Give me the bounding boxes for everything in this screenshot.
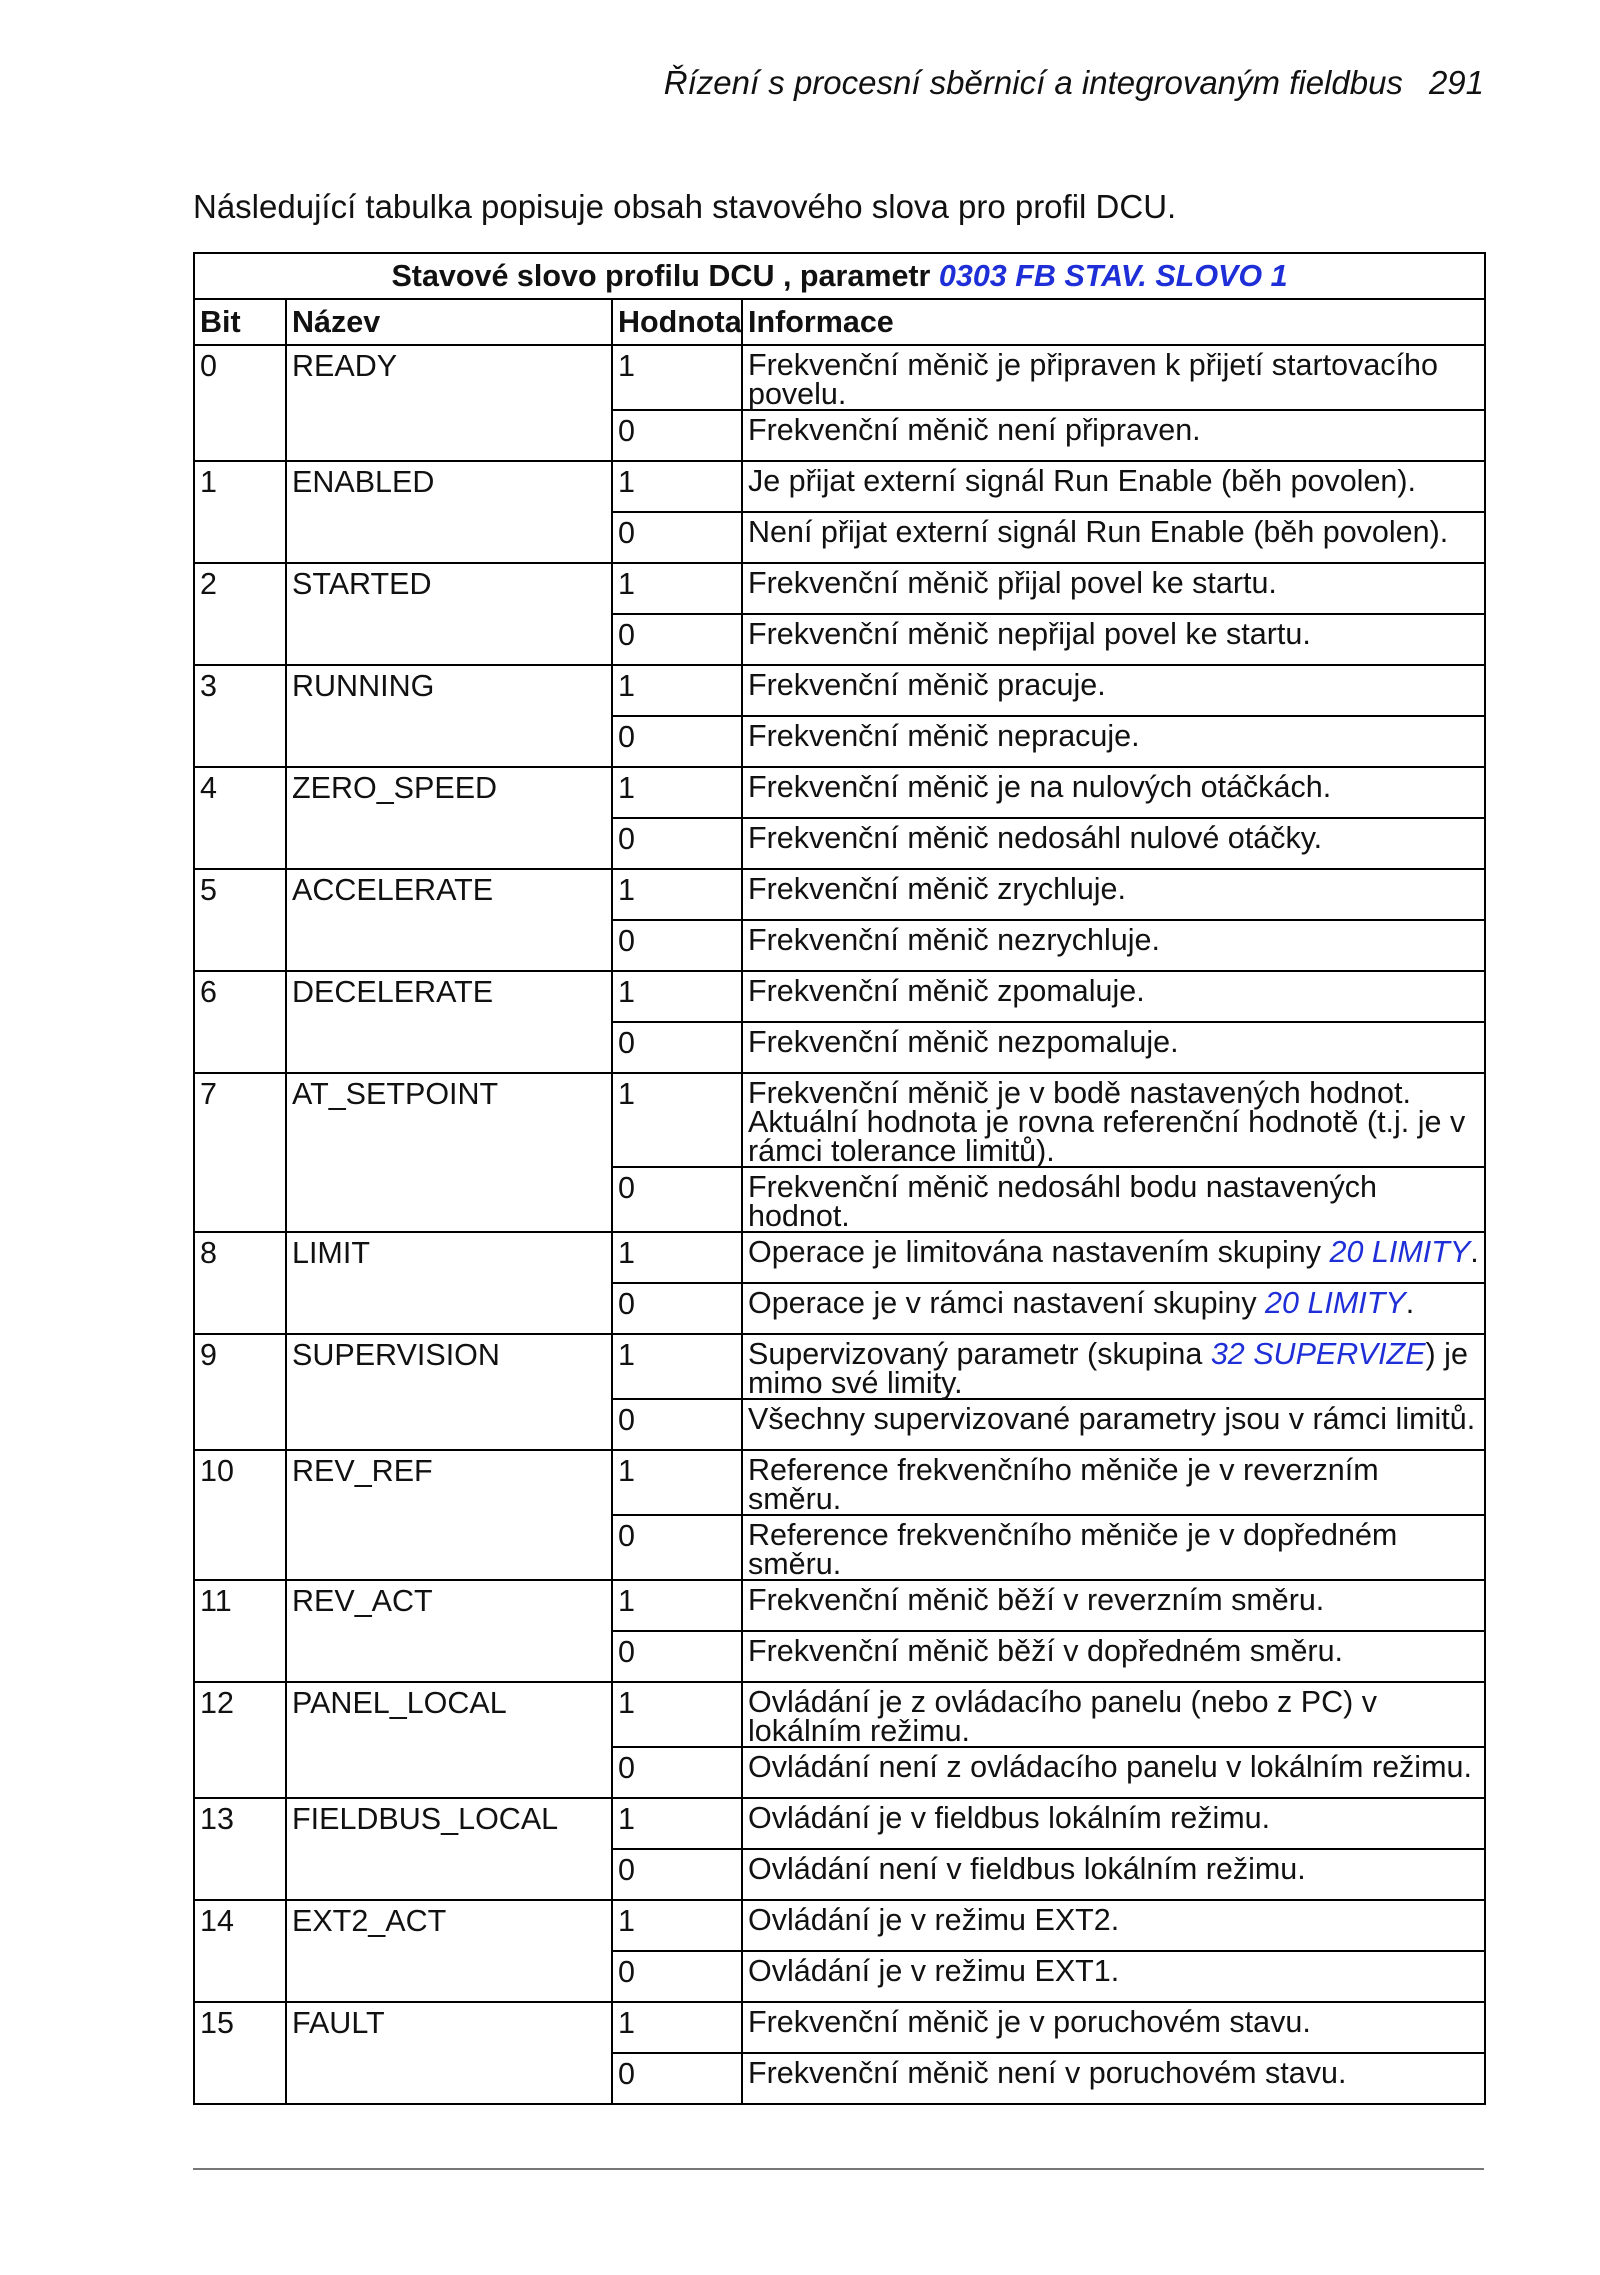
name-cell: DECELERATE xyxy=(286,971,612,1073)
info-text: Reference frekvenčního měniče je v dopředném směru. xyxy=(748,1518,1398,1581)
table-row xyxy=(194,461,1485,512)
page-header xyxy=(664,64,1484,102)
bit-cell: 0 xyxy=(194,345,286,461)
table-row xyxy=(194,2002,1485,2053)
info-text-suffix: . xyxy=(1470,1235,1479,1269)
info-text-suffix: . xyxy=(1405,1286,1415,1320)
info-cell xyxy=(742,716,1485,767)
bit-cell: 2 xyxy=(194,563,286,665)
name-cell: FIELDBUS_LOCAL xyxy=(286,1798,612,1900)
info-text: Frekvenční měnič je na nulových otáčkách. xyxy=(748,770,1332,804)
table-row xyxy=(194,1900,1485,1951)
footer-rule xyxy=(193,2168,1484,2170)
name-cell: READY xyxy=(286,345,612,461)
table-title-text: Stavové slovo profilu DCU , parametr xyxy=(391,259,931,293)
value-cell: 0 xyxy=(612,2053,742,2104)
info-cell xyxy=(742,1951,1485,2002)
info-cell xyxy=(742,1399,1485,1450)
info-cell xyxy=(742,410,1485,461)
info-text: Frekvenční měnič přijal povel ke startu. xyxy=(748,566,1277,600)
info-text: Je přijat externí signál Run Enable (běh povolen). xyxy=(748,464,1417,498)
info-cell xyxy=(742,1798,1485,1849)
value-cell: 0 xyxy=(612,1631,742,1682)
info-cell xyxy=(742,665,1485,716)
parameter-group-link[interactable]: 20 LIMITY xyxy=(1329,1235,1471,1269)
info-text: Ovládání je z ovládacího panelu (nebo z PC) v lokálním režimu. xyxy=(748,1685,1378,1748)
name-cell: FAULT xyxy=(286,2002,612,2104)
value-cell: 0 xyxy=(612,614,742,665)
table-row xyxy=(194,869,1485,920)
info-text: Reference frekvenčního měniče je v reverzním směru. xyxy=(748,1453,1379,1516)
info-cell xyxy=(742,1450,1485,1515)
info-text: Frekvenční měnič je připraven k přijetí startovacího povelu. xyxy=(748,348,1438,411)
table-body xyxy=(194,345,1485,2104)
column-header-info: Informace xyxy=(742,299,1485,345)
info-text: Frekvenční měnič běží v dopředném směru. xyxy=(748,1634,1344,1668)
info-cell xyxy=(742,1515,1485,1580)
value-cell: 0 xyxy=(612,716,742,767)
value-cell: 0 xyxy=(612,818,742,869)
info-text: Není přijat externí signál Run Enable (běh povolen). xyxy=(748,515,1449,549)
value-cell: 1 xyxy=(612,563,742,614)
bit-cell: 4 xyxy=(194,767,286,869)
name-cell: LIMIT xyxy=(286,1232,612,1334)
name-cell: ZERO_SPEED xyxy=(286,767,612,869)
info-text: Ovládání je v fieldbus lokálním režimu. xyxy=(748,1801,1271,1835)
bit-cell: 1 xyxy=(194,461,286,563)
info-cell xyxy=(742,818,1485,869)
value-cell: 1 xyxy=(612,1798,742,1849)
intro-paragraph: Následující tabulka popisuje obsah stavového slova pro profil DCU. xyxy=(193,188,1177,225)
table-row xyxy=(194,563,1485,614)
value-cell: 1 xyxy=(612,345,742,410)
value-cell: 0 xyxy=(612,1283,742,1334)
column-header-name: Název xyxy=(286,299,612,345)
info-cell xyxy=(742,1849,1485,1900)
name-cell: RUNNING xyxy=(286,665,612,767)
table-row xyxy=(194,345,1485,410)
value-cell: 0 xyxy=(612,1747,742,1798)
info-cell xyxy=(742,1232,1485,1283)
info-text: Frekvenční měnič zpomaluje. xyxy=(748,974,1145,1008)
value-cell: 0 xyxy=(612,1849,742,1900)
bit-cell: 7 xyxy=(194,1073,286,1232)
table-row xyxy=(194,1580,1485,1631)
info-text: Ovládání je v režimu EXT2. xyxy=(748,1903,1120,1937)
info-text: Frekvenční měnič nepřijal povel ke startu. xyxy=(748,617,1311,651)
table-row xyxy=(194,1232,1485,1283)
value-cell: 0 xyxy=(612,1399,742,1450)
info-text: Frekvenční měnič je v poruchovém stavu. xyxy=(748,2005,1311,2039)
value-cell: 1 xyxy=(612,2002,742,2053)
parameter-group-link[interactable]: 32 SUPERVIZE xyxy=(1210,1337,1426,1371)
value-cell: 1 xyxy=(612,461,742,512)
info-cell xyxy=(742,512,1485,563)
value-cell: 0 xyxy=(612,410,742,461)
info-text: Frekvenční měnič není připraven. xyxy=(748,413,1201,447)
info-cell xyxy=(742,1900,1485,1951)
name-cell: REV_REF xyxy=(286,1450,612,1580)
info-cell xyxy=(742,563,1485,614)
value-cell: 0 xyxy=(612,920,742,971)
value-cell: 0 xyxy=(612,1515,742,1580)
bit-cell: 6 xyxy=(194,971,286,1073)
table-row xyxy=(194,665,1485,716)
info-text: Frekvenční měnič zrychluje. xyxy=(748,872,1126,906)
table-row xyxy=(194,1682,1485,1747)
info-text: Operace je limitována nastavením skupiny xyxy=(748,1235,1330,1269)
info-cell xyxy=(742,1283,1485,1334)
name-cell: AT_SETPOINT xyxy=(286,1073,612,1232)
parameter-link[interactable]: 0303 FB STAV. SLOVO 1 xyxy=(938,259,1288,293)
status-word-table xyxy=(193,252,1486,2105)
value-cell: 1 xyxy=(612,767,742,818)
name-cell: EXT2_ACT xyxy=(286,1900,612,2002)
table-row xyxy=(194,1334,1485,1399)
info-cell xyxy=(742,1073,1485,1167)
value-cell: 1 xyxy=(612,1682,742,1747)
bit-cell: 13 xyxy=(194,1798,286,1900)
value-cell: 1 xyxy=(612,971,742,1022)
name-cell: ENABLED xyxy=(286,461,612,563)
column-header-bit: Bit xyxy=(194,299,286,345)
table-title xyxy=(194,253,1485,299)
info-cell xyxy=(742,1682,1485,1747)
bit-cell: 11 xyxy=(194,1580,286,1682)
info-cell xyxy=(742,2053,1485,2104)
name-cell: REV_ACT xyxy=(286,1580,612,1682)
page-number: 291 xyxy=(1428,64,1484,101)
info-cell xyxy=(742,2002,1485,2053)
table-row xyxy=(194,1450,1485,1515)
bit-cell: 15 xyxy=(194,2002,286,2104)
info-text: Ovládání je v režimu EXT1. xyxy=(748,1954,1120,1988)
info-cell xyxy=(742,971,1485,1022)
info-text: Frekvenční měnič není v poruchovém stavu. xyxy=(748,2056,1347,2090)
info-text: Frekvenční měnič nezrychluje. xyxy=(748,923,1160,957)
bit-cell: 12 xyxy=(194,1682,286,1798)
info-cell xyxy=(742,767,1485,818)
name-cell: SUPERVISION xyxy=(286,1334,612,1450)
name-cell: ACCELERATE xyxy=(286,869,612,971)
info-cell xyxy=(742,920,1485,971)
value-cell: 1 xyxy=(612,1580,742,1631)
info-cell xyxy=(742,869,1485,920)
value-cell: 0 xyxy=(612,1951,742,2002)
table-row xyxy=(194,767,1485,818)
info-cell xyxy=(742,1167,1485,1232)
table-row xyxy=(194,971,1485,1022)
value-cell: 1 xyxy=(612,869,742,920)
name-cell: STARTED xyxy=(286,563,612,665)
value-cell: 1 xyxy=(612,1232,742,1283)
value-cell: 1 xyxy=(612,1900,742,1951)
info-text: Ovládání není v fieldbus lokálním režimu. xyxy=(748,1852,1306,1886)
info-text: Frekvenční měnič nezpomaluje. xyxy=(748,1025,1179,1059)
name-cell: PANEL_LOCAL xyxy=(286,1682,612,1798)
info-cell xyxy=(742,1747,1485,1798)
info-cell xyxy=(742,461,1485,512)
bit-cell: 9 xyxy=(194,1334,286,1450)
bit-cell: 8 xyxy=(194,1232,286,1334)
value-cell: 0 xyxy=(612,512,742,563)
value-cell: 1 xyxy=(612,1450,742,1515)
bit-cell: 5 xyxy=(194,869,286,971)
bit-cell: 3 xyxy=(194,665,286,767)
parameter-group-link[interactable]: 20 LIMITY xyxy=(1265,1286,1406,1320)
info-text: Frekvenční měnič nedosáhl bodu nastavených hodnot. xyxy=(748,1170,1378,1233)
value-cell: 0 xyxy=(612,1022,742,1073)
bit-cell: 10 xyxy=(194,1450,286,1580)
info-text: Operace je v rámci nastavení skupiny xyxy=(748,1286,1266,1320)
info-text: Frekvenční měnič nedosáhl nulové otáčky. xyxy=(748,821,1323,855)
table-row xyxy=(194,1073,1485,1167)
info-cell xyxy=(742,345,1485,410)
chapter-title: Řízení s procesní sběrnicí a integrovaným fieldbus xyxy=(663,64,1403,101)
info-cell xyxy=(742,614,1485,665)
value-cell: 0 xyxy=(612,1167,742,1232)
info-text: Supervizovaný parametr (skupina xyxy=(748,1337,1211,1371)
info-cell xyxy=(742,1334,1485,1399)
info-text: Všechny supervizované parametry jsou v rámci limitů. xyxy=(748,1402,1476,1436)
info-text: Frekvenční měnič je v bodě nastavených hodnot. Aktuální hodnota je rovna referenční hodnotě (t.j. je v rámci tolerance limitů). xyxy=(748,1076,1466,1168)
info-cell xyxy=(742,1580,1485,1631)
info-cell xyxy=(742,1022,1485,1073)
info-text-suffix: ) je mimo své limity. xyxy=(748,1337,1468,1400)
info-text: Frekvenční měnič nepracuje. xyxy=(748,719,1140,753)
value-cell: 1 xyxy=(612,665,742,716)
value-cell: 1 xyxy=(612,1334,742,1399)
info-text: Frekvenční měnič běží v reverzním směru. xyxy=(748,1583,1325,1617)
bit-cell: 14 xyxy=(194,1900,286,2002)
info-text: Ovládání není z ovládacího panelu v lokálním režimu. xyxy=(748,1750,1472,1784)
info-cell xyxy=(742,1631,1485,1682)
info-text: Frekvenční měnič pracuje. xyxy=(748,668,1106,702)
column-header-value: Hodnota xyxy=(612,299,742,345)
value-cell: 1 xyxy=(612,1073,742,1167)
table-row xyxy=(194,1798,1485,1849)
